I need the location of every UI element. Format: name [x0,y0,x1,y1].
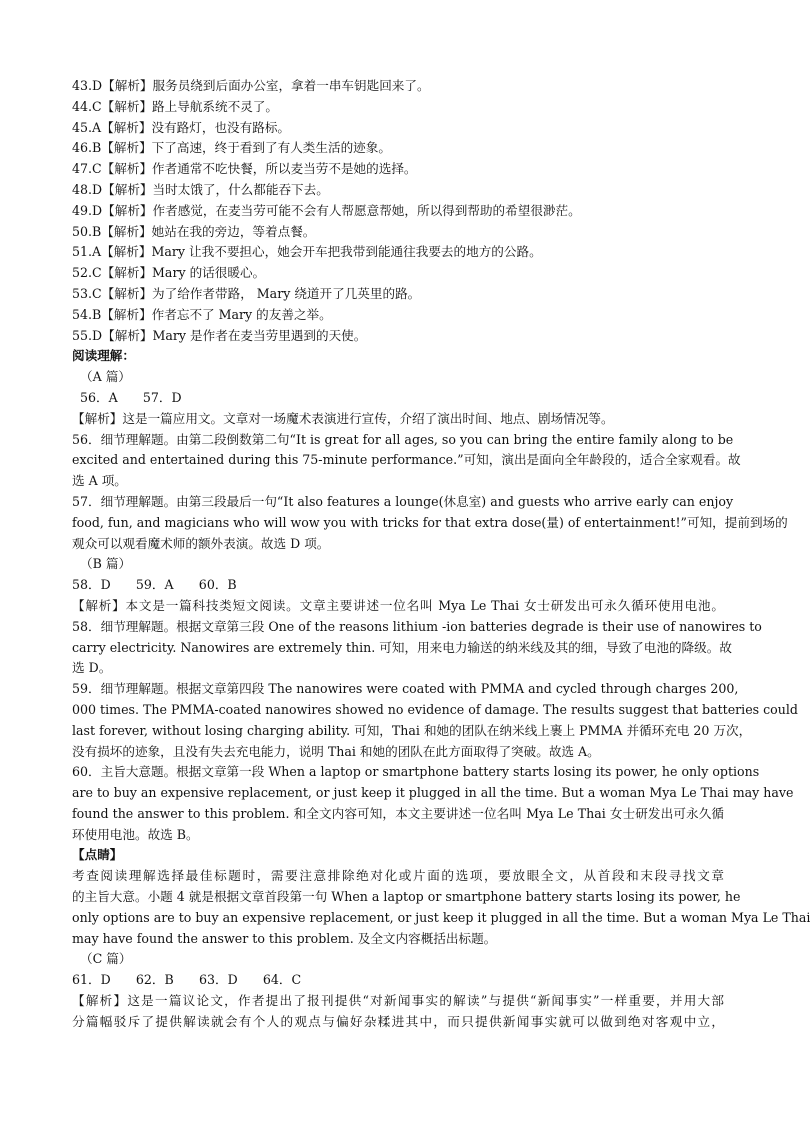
text-line: 45.A【解析】没有路灯，也没有路标。 [72,119,291,135]
text-line: may have found the answer to this problem. 及全文内容概括出标题。 [72,930,497,946]
text-line: are to buy an expensive replacement, or just keep it plugged in all the time. But a woman Mya Le Thai may have [72,785,794,801]
text-line: found the answer to this problem. 和全文内容可知，本文主要讲述一位名叫 Mya Le Thai 女士研发出可永久循 [72,805,724,821]
text-line: 59．细节理解题。根据文章第四段 The nanowires were coated with PMMA and cycled through charges 200, [72,681,739,697]
text-line: 环使用电池。故选 B。 [72,826,199,842]
answer-key-page [72,76,810,1033]
text-line: 43.D【解析】服务员绕到后面办公室，拿着一串车钥匙回来了。 [72,78,430,93]
text-line: 54.B【解析】作者忘不了 Mary 的友善之举。 [72,306,332,322]
text-line: 51.A【解析】Mary 让我不要担心，她会开车把我带到能通往我要去的地方的公路。 [72,244,542,260]
text-line: 58．细节理解题。根据文章第三段 One of the reasons lithium -ion batteries degrade is their use of nanowires to [72,618,762,634]
text-line: 分篇幅驳斥了提供解读就会有个人的观点与偏好杂糅进其中，而只提供新闻事实就可以做到绝对客观中立， [72,1013,724,1029]
text-line: 55.D【解析】Mary 是作者在麦当劳里遇到的天使。 [72,327,367,343]
text-line: 选 A 项。 [72,473,127,489]
text-line: 50.B【解析】她站在我的旁边，等着点餐。 [72,223,316,239]
text-line: 56．A 57．D [80,389,182,405]
text-line: （C 篇） [80,951,132,967]
text-line: 61．D 62．B 63．D 64．C [72,972,302,988]
text-line: 没有损坏的迹象，且没有失去充电能力，说明 Thai 和她的团队在此方面取得了突破。故选 A。 [72,743,600,759]
text-line: 【解析】本文是一篇科技类短文阅读。文章主要讲述一位名叫 Mya Le Thai 女士研发出可永久循环使用电池。 [72,597,724,613]
text-line: 48.D【解析】当时太饿了，什么都能吞下去。 [72,181,329,197]
text-line: 60．主旨大意题。根据文章第一段 When a laptop or smartphone battery starts losing its power, he only options [72,764,760,780]
text-line: 【点睛】 [72,847,123,863]
text-line: last forever, without losing charging ability. 可知，Thai 和她的团队在纳米线上裹上 PMMA 并循环充电 20 万次， [72,722,752,738]
text-line: carry electricity. Nanowires are extremely thin. 可知，用来电力输送的纳米线及其的细，导致了电池的降级。故 [72,639,732,655]
text-line: 选 D。 [72,660,112,676]
text-line: 考查阅读理解选择最佳标题时，需要注意排除绝对化或片面的选项，要放眼全文，从首段和末段寻找文章 [72,868,724,884]
text-line: 58．D 59．A 60．B [72,577,237,593]
text-line: 53.C【解析】为了给作者带路， Mary 绕道开了几英里的路。 [72,285,421,301]
text-line: 阅读理解： [72,348,135,364]
text-line: 49.D【解析】作者感觉，在麦当劳可能不会有人帮愿意帮她，所以得到帮助的希望很渺茫。 [72,202,581,218]
text-line: 44.C【解析】路上导航系统不灵了。 [72,98,278,114]
text-line: 52.C【解析】Mary 的话很暖心。 [72,265,266,281]
text-line: food, fun, and magicians who will wow you with tricks for that extra dose(量) of entertainment!”可知，提前到场的 [72,514,788,530]
text-line: 【解析】这是一篇应用文。文章对一场魔术表演进行宣传，介绍了演出时间、地点、剧场情况等。 [72,410,614,426]
text-line: 47.C【解析】作者通常不吃快餐，所以麦当劳不是她的选择。 [72,161,417,177]
text-line: 56．细节理解题。由第二段倒数第二句“It is great for all ages, so you can bring the entire family along to be [72,431,734,447]
text-line: （A 篇） [80,369,131,385]
text-line: （B 篇） [80,556,132,572]
text-line: only options are to buy an expensive replacement, or just keep it plugged in all the time. But a woman Mya Le Thai [72,909,810,925]
text-line: 的主旨大意。小题 4 就是根据文章首段第一句 When a laptop or smartphone battery starts losing its power, he [72,889,741,905]
text-line: excited and entertained during this 75-minute performance.”可知，演出是面向全年龄段的，适合全家观看。故 [72,452,741,468]
text-line: 观众可以观看魔术师的额外表演。故选 D 项。 [72,535,330,551]
text-line: 46.B【解析】下了高速，终于看到了有人类生活的迹象。 [72,140,391,156]
text-line: 000 times. The PMMA-coated nanowires showed no evidence of damage. The results suggest that batteries could [72,701,798,717]
text-line: 57．细节理解题。由第三段最后一句“It also features a lounge(休息室) and guests who arrive early can enjoy [72,493,734,509]
text-line: 【解析】这是一篇议论文，作者提出了报刊提供“对新闻事实的解读”与提供“新闻事实”一样重要，并用大部 [72,993,724,1009]
